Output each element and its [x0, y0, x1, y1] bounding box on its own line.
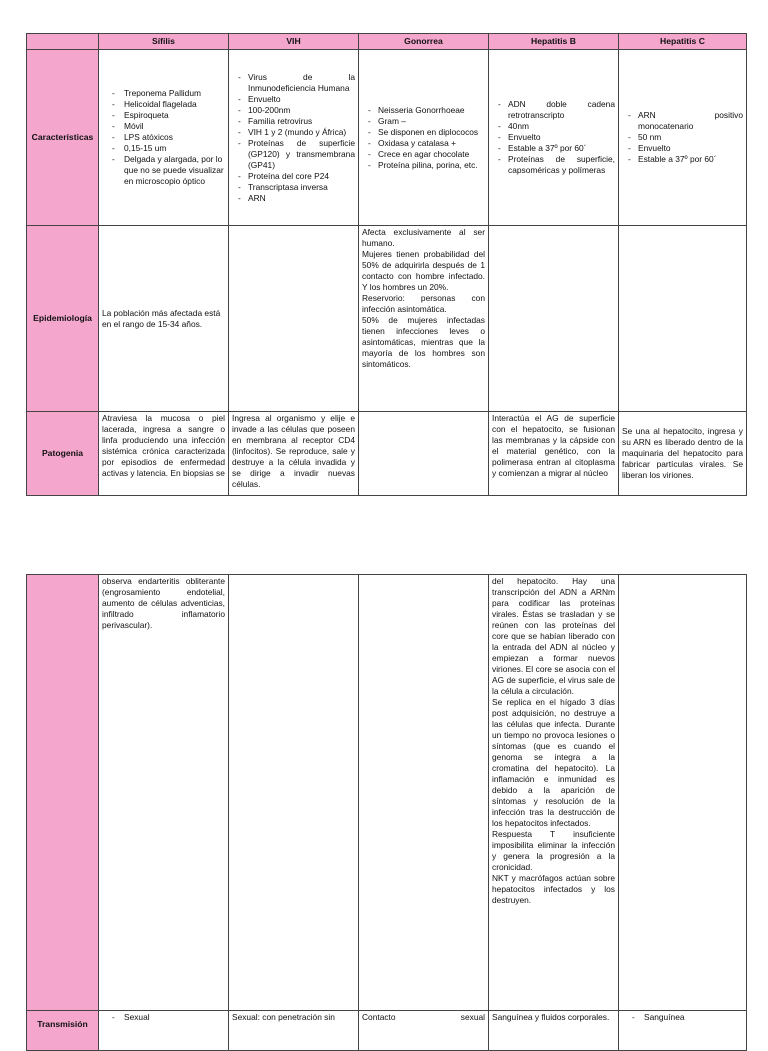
- row-patogenia: [27, 412, 747, 496]
- list-item: - 0,15-15 um: [102, 143, 225, 154]
- cell-caracteristicas-gonorrea: [359, 50, 489, 226]
- header-hepatitis-b: Hepatitis B: [489, 34, 619, 50]
- list-item: - ARN positivo monocatenario: [622, 110, 743, 132]
- cell-caracteristicas-vih: [229, 50, 359, 226]
- cell-transmision-hepc: [619, 1011, 747, 1051]
- transmision-hepc-item: - Sanguínea: [622, 1012, 743, 1023]
- list-caracteristicas-sifilis: [102, 88, 225, 187]
- cell-patogenia-cont-vih: [229, 575, 359, 1011]
- epidemiologia-gonorrea-p4: 50% de mujeres infectadas tienen infecciones leves o asintomáticas, mientras que la mayoría de los hombres son sintomáticos.: [362, 315, 485, 369]
- cell-patogenia-hepb: Interactúa el AG de superficie con el hepatocito, se fusionan las membranas y la cápside con el material genético, con la polimerasa entran al citoplasma y comienzan a migrar al núcleo: [489, 412, 619, 496]
- row-patogenia-continued: [27, 575, 747, 1011]
- comparison-table-top: [26, 33, 747, 496]
- list-item: - Espiroqueta: [102, 110, 225, 121]
- list-item: - Envuelto: [232, 94, 355, 105]
- rowhead-caracteristicas: Características: [27, 50, 99, 226]
- list-caracteristicas-vih: [232, 72, 355, 204]
- rowhead-patogenia-continued: [27, 575, 99, 1011]
- list-item: - Estable a 37º por 60´: [622, 154, 743, 165]
- cell-transmision-vih: Sexual: con penetración sin: [229, 1011, 359, 1051]
- list-item: - Virus de la Inmunodeficiencia Humana: [232, 72, 355, 94]
- list-item: - ADN doble cadena retrotranscripto: [492, 99, 615, 121]
- header-gonorrea: Gonorrea: [359, 34, 489, 50]
- row-epidemiologia: [27, 226, 747, 412]
- list-item: - 40nm: [492, 121, 615, 132]
- cell-transmision-hepb: Sanguínea y fluidos corporales.: [489, 1011, 619, 1051]
- rowhead-transmision: Transmisión: [27, 1011, 99, 1051]
- transmision-gonorrea-text: Contacto sexual: [362, 1012, 485, 1022]
- cell-patogenia-vih: Ingresa al organismo y elije e invade a las células que poseen en membrana al receptor CD4 (linfocitos). Se reproduce, sale y destruye a la célula invadida y se dirige a invadir nuevas células.: [229, 412, 359, 496]
- cell-transmision-sifilis: [99, 1011, 229, 1051]
- cell-caracteristicas-hepb: [489, 50, 619, 226]
- rowhead-epidemiologia: Epidemiología: [27, 226, 99, 412]
- list-item: - 50 nm: [622, 132, 743, 143]
- list-item: - Envuelto: [492, 132, 615, 143]
- header-vih: VIH: [229, 34, 359, 50]
- cell-epidemiologia-hepc: [619, 226, 747, 412]
- list-item: - LPS atóxicos: [102, 132, 225, 143]
- list-item: - Helicoidal flagelada: [102, 99, 225, 110]
- row-transmision: [27, 1011, 747, 1051]
- list-item: - ARN: [232, 193, 355, 204]
- list-item: - Proteína del core P24: [232, 171, 355, 182]
- list-item: - Gram –: [362, 116, 485, 127]
- list-item: - Proteína pilina, porina, etc.: [362, 160, 485, 171]
- epidemiologia-gonorrea-p2: Mujeres tienen probabilidad del 50% de adquirirla después de 1 contacto con hombre infectado. Y los hombres un 20%.: [362, 249, 485, 292]
- list-transmision-sifilis: [102, 1012, 225, 1023]
- epidemiologia-gonorrea-p3: Reservorio: personas con infección asintomática.: [362, 293, 485, 314]
- list-item: - 100-200nm: [232, 105, 355, 116]
- patogenia-hepb-p1: del hepatocito. Hay una transcripción del ADN a ARNm para codificar las proteínas virales. Éstas se trasladan y se reúnen con las proteínas del core que se habían liberado con la entrada del ADN al núcleo y empiezan a formar nuevos viriones. El core se asocia con el AG de superficie, el virus sale de la célula a circulación.: [492, 576, 615, 696]
- cell-epidemiologia-vih: [229, 226, 359, 412]
- list-item: - Envuelto: [622, 143, 743, 154]
- header-corner: [27, 34, 99, 50]
- cell-patogenia-sifilis: Atraviesa la mucosa o piel lacerada, ingresa a sangre o linfa produciendo una infección sistémica crónica caracterizada por episodios de enfermedad activas y latencia. En biopsias se: [99, 412, 229, 496]
- list-transmision-hepc: [622, 1012, 743, 1023]
- list-item: - Familia retrovirus: [232, 116, 355, 127]
- cell-transmision-gonorrea: [359, 1011, 489, 1051]
- list-item: - VIH 1 y 2 (mundo y África): [232, 127, 355, 138]
- list-item: - Proteínas de superficie (GP120) y transmembrana (GP41): [232, 138, 355, 171]
- cell-epidemiologia-sifilis: La población más afectada está en el rango de 15-34 años.: [99, 226, 229, 412]
- list-caracteristicas-gonorrea: [362, 105, 485, 171]
- header-sifilis: Sífilis: [99, 34, 229, 50]
- cell-patogenia-cont-hepc: [619, 575, 747, 1011]
- cell-caracteristicas-sifilis: [99, 50, 229, 226]
- list-item: - Treponema Pallidum: [102, 88, 225, 99]
- transmision-sifilis-item: - Sexual: [102, 1012, 225, 1023]
- cell-patogenia-cont-gonorrea: [359, 575, 489, 1011]
- list-item: - Neisseria Gonorrhoeae: [362, 105, 485, 116]
- patogenia-hepb-p3: Respuesta T insuficiente imposibilita eliminar la infección y genera la progresión a la cronicidad.: [492, 829, 615, 872]
- epidemiologia-gonorrea-p1: Afecta exclusivamente al ser humano.: [362, 227, 485, 248]
- list-item: - Delgada y alargada, por lo que no se puede visualizar en microscopio óptico: [102, 154, 225, 187]
- list-caracteristicas-hepb: [492, 99, 615, 176]
- cell-epidemiologia-gonorrea: [359, 226, 489, 412]
- cell-patogenia-cont-sifilis: observa endarteritis obliterante (engrosamiento endotelial, aumento de células adventicias, infiltrado inflamatorio perivascular).: [99, 575, 229, 1011]
- list-item: - Proteínas de superficie, capsoméricas y polímeras: [492, 154, 615, 176]
- header-hepatitis-c: Hepatitis C: [619, 34, 747, 50]
- cell-epidemiologia-hepb: [489, 226, 619, 412]
- cell-patogenia-cont-hepb: [489, 575, 619, 1011]
- cell-caracteristicas-hepc: [619, 50, 747, 226]
- patogenia-hepb-p2: Se replica en el hígado 3 días post adquisición, no destruye a las células que infecta. Durante un tiempo no provoca lesiones o síntomas (que es cuando el genoma se integra a la cromatina del hepatocito). La inflamación e inmunidad es debido a la aparición de síntomas y resolución de la infección tras la destrucción de los hepatocitos infectados.: [492, 697, 615, 828]
- cell-patogenia-gonorrea: [359, 412, 489, 496]
- list-item: - Crece en agar chocolate: [362, 149, 485, 160]
- list-item: - Se disponen en diplococos: [362, 127, 485, 138]
- list-caracteristicas-hepc: [622, 110, 743, 165]
- header-row: [27, 34, 747, 50]
- list-item: - Transcriptasa inversa: [232, 182, 355, 193]
- patogenia-hepb-p4: NKT y macrófagos actúan sobre hepatocitos infectados y los destruyen.: [492, 873, 615, 905]
- list-item: - Móvil: [102, 121, 225, 132]
- list-item: - Estable a 37º por 60´: [492, 143, 615, 154]
- row-caracteristicas: [27, 50, 747, 226]
- list-item: - Oxidasa y catalasa +: [362, 138, 485, 149]
- rowhead-patogenia: Patogenia: [27, 412, 99, 496]
- comparison-table-continued: [26, 574, 747, 1051]
- cell-patogenia-hepc: Se una al hepatocito, ingresa y su ARN es liberado dentro de la maquinaria del hepatocito para fabricar partículas virales. Se liberan los viriones.: [619, 412, 747, 496]
